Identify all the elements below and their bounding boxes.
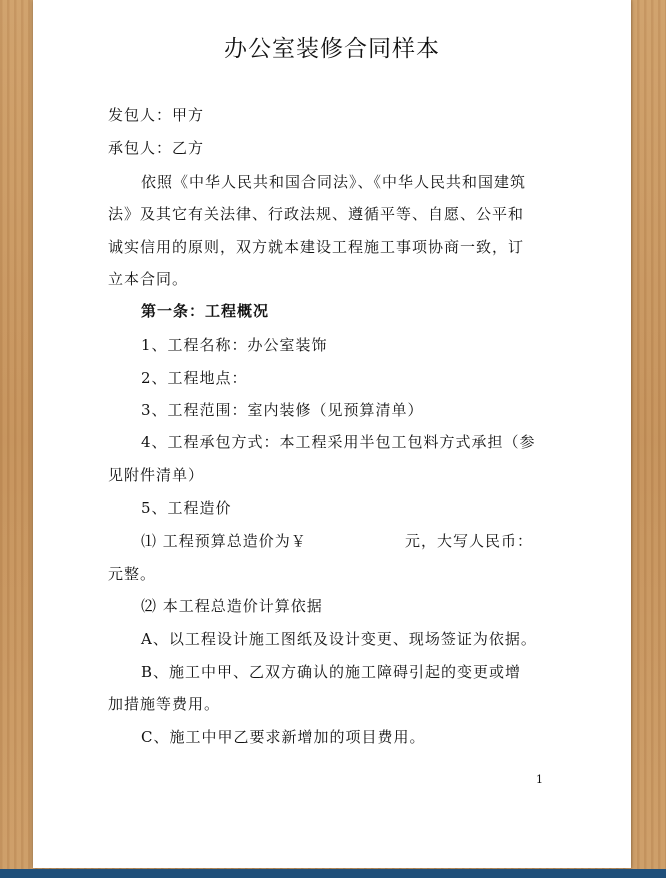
price-line-rmb: 元，大写人民币： (405, 532, 534, 550)
list-item: 4、工程承包方式：本工程采用半包工包料方式承担（参 (141, 433, 536, 451)
price-line: ⑴ 工程预算总造价为￥ (141, 532, 307, 550)
article-heading: 第一条：工程概况 (141, 302, 270, 320)
document-page (33, 0, 631, 868)
list-item: A、以工程设计施工图纸及设计变更、现场签证为依据。 (141, 630, 537, 648)
bottom-bar (0, 869, 666, 878)
employer-line: 发包人：甲方 (108, 106, 205, 124)
list-item: 1、工程名称：办公室装饰 (141, 336, 328, 354)
list-item: B、施工中甲、乙双方确认的施工障碍引起的变更或增 (141, 663, 522, 681)
list-item: ⑵ 本工程总造价计算依据 (141, 597, 323, 615)
list-item-continuation: 加措施等费用。 (108, 695, 221, 713)
price-line-end: 元整。 (108, 565, 157, 583)
page-number: 1 (536, 773, 543, 786)
document-title: 办公室装修合同样本 (224, 36, 440, 62)
list-item: 2、工程地点： (141, 369, 248, 387)
list-item-continuation: 见附件清单） (108, 466, 205, 484)
paragraph-line: 依照《中华人民共和国合同法》、《中华人民共和国建筑 (141, 173, 527, 191)
paragraph-line: 法》及其它有关法律、行政法规、遵循平等、自愿、公平和 (108, 205, 525, 223)
contractor-line: 承包人：乙方 (108, 139, 205, 157)
list-item: 3、工程范围：室内装修（见预算清单） (141, 401, 424, 419)
paragraph-line: 立本合同。 (108, 270, 189, 288)
paragraph-line: 诚实信用的原则，双方就本建设工程施工事项协商一致，订 (108, 238, 525, 256)
list-item: 5、工程造价 (141, 499, 232, 517)
list-item: C、施工中甲乙要求新增加的项目费用。 (141, 728, 426, 746)
